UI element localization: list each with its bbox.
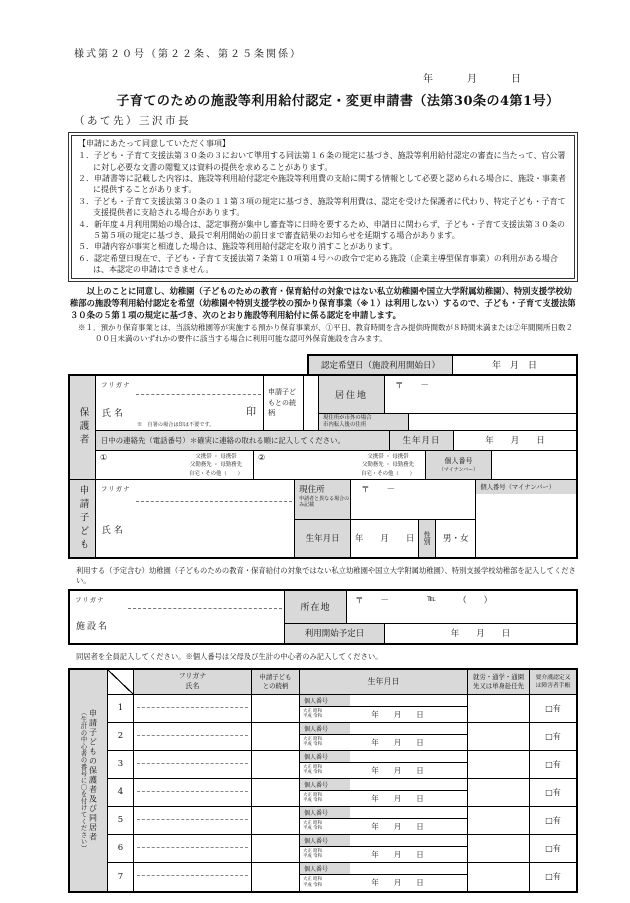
postal-mark: 〒 － [355,595,390,606]
child-section [70,480,576,557]
facility-name-input[interactable] [128,609,284,643]
consent-item-1: １．子ども・子育て支援法第３０条の３において準用する同法第１６条の規定に基づき、施設等利用給付認定の審査に当たって、官公署に対し必要な文書の閲覧又は資料の提供を求めることがあります。 [78,151,566,172]
phone2-input[interactable] [265,451,351,479]
desired-date-row [68,354,578,376]
phone1-input[interactable] [107,451,179,479]
footnote-1: ※１．預かり保育事業とは、当該幼稚園等が実施する預かり保育事業が、①平日、教育時間を含み提供時間数が８時間未満または②年間開所日数２００日未満のいずれかの要件に該当する場合に利用可能な認可外保育施設を含みます。 [78,323,573,344]
household-birthdate-input[interactable]: 年 月 日 [371,709,424,719]
facility-furigana-input[interactable] [128,591,282,609]
workplace-column-header: 就労・通学・通園 先又は単身赴任先 [468,670,530,694]
declaration-text: 以上のことに同意し、幼稚園（子どものための教育・保育給付の対象ではない私立幼稚園や国立大学附属幼稚園）、特別支援学校幼稚部の施設等利用給付認定を希望（幼稚園や特別支援学校の預かり保育事業（※１）は利用しない）するので、子ども・子育て支援法第３０条の５第１項の規定に基づき、次のとおり施設等利用給付に係る認定を申請します。 [70,286,576,320]
household-care-cell [530,807,576,834]
care-certification-checkbox[interactable]: □有 [545,872,561,882]
household-birthdate-input[interactable]: 年 月 日 [371,849,424,859]
phone1-label: ① [100,452,108,462]
household-member-row [108,807,576,835]
household-relationship-input[interactable] [252,807,300,834]
household-member-row [108,835,576,863]
era-selector[interactable]: 大正 昭和 平成 令和 [303,792,322,804]
phone-header: 日中の連絡先（電話番号）＊確実に連絡の取れる順に記入してください。 [96,431,390,450]
guardian-birthdate-input[interactable]: 年 月 日 [485,436,545,447]
household-name-input[interactable] [134,723,252,750]
era-selector[interactable]: 大正 昭和 平成 令和 [303,708,322,720]
household-mynumber-label: 個人番号 [300,751,350,762]
household-workplace-input[interactable] [468,723,530,750]
child-furigana-label: フリガナ [100,484,131,493]
gender-selector[interactable]: 男・女 [443,534,469,545]
tel-mark: ℡ [427,593,437,604]
phone2-label: ② [258,452,266,462]
household-birthdate-input[interactable]: 年 月 日 [371,821,424,831]
addressee: （あて先）三沢市長 [74,115,191,127]
form-number: 様式第２０号（第２２条、第２５条関係） [74,49,302,60]
relationship-column-header: 申請子ども との続柄 [252,670,300,694]
household-furigana-input[interactable] [137,751,248,764]
household-side-label: 申請子どもの保護者及び同居者 （生計の中心者の番号に〇を付けてください） [70,670,108,891]
name-column-header: フリガナ 氏名 [134,670,252,694]
guardian-residence-input[interactable] [385,376,576,413]
household-row-number[interactable]: 5 [108,807,134,834]
household-relationship-input[interactable] [252,863,300,891]
household-workplace-input[interactable] [468,695,530,722]
care-certification-checkbox[interactable]: □有 [545,759,561,769]
household-relationship-input[interactable] [252,835,300,862]
household-birth-cell [300,807,468,834]
household-mynumber-label: 個人番号 [300,863,350,874]
postal-mark: 〒 － [395,380,430,391]
child-mynumber-input[interactable] [476,494,576,557]
household-row-number[interactable]: 7 [108,863,134,891]
era-selector[interactable]: 大正 昭和 平成 令和 [303,764,322,776]
household-row-number[interactable]: 1 [108,695,134,722]
household-birth-cell [300,751,468,778]
care-certification-checkbox[interactable]: □有 [545,703,561,713]
household-birthdate-input[interactable]: 年 月 日 [371,878,424,888]
household-workplace-input[interactable] [468,779,530,806]
row-number-header-diagonal [108,670,134,694]
facility-start-date-label: 利用開始予定日 [285,624,385,643]
household-row-number[interactable]: 2 [108,723,134,750]
guardian-section [70,376,576,480]
household-relationship-input[interactable] [252,751,300,778]
household-care-cell [530,835,576,862]
guardian-birthdate-label: 生年月日 [390,431,454,450]
household-member-row [108,863,576,891]
household-member-row [108,723,576,751]
care-certification-checkbox[interactable]: □有 [545,843,561,853]
household-mynumber-input[interactable] [350,695,467,706]
child-birthdate-label: 生年月日 [295,520,351,557]
child-mynumber-label: 個人番号（マイナンバー） [476,480,576,494]
consent-item-5: ５．申請内容が事実と相違した場合は、施設等利用給付認定を取り消すことがあります。 [78,242,398,252]
child-birthdate-input[interactable]: 年 月 日 [351,520,419,557]
guardian-name-input[interactable] [136,395,263,430]
household-birth-cell [300,779,468,806]
household-member-row [108,751,576,779]
consent-item-6: ６．認定希望日現在で、子ども・子育て支援法第７条第１０項第４号ハの政令で定める施設（企業主導型保育事業）の利用がある場合は、本認定の申請はできません。 [78,253,558,274]
household-mynumber-label: 個人番号 [300,723,350,734]
guardian-relationship-label: 申請子どもとの続柄 [264,376,304,430]
alt-address-label: 現住所が市外の場合 市内転入後の住所 [319,414,409,430]
household-furigana-input[interactable] [137,863,248,876]
household-name-input[interactable] [134,807,252,834]
child-address-label: 現住所 申請者と異なる場合のみ記載 [295,480,351,519]
household-care-cell [530,751,576,778]
guardian-relationship-input[interactable] [304,376,319,430]
household-furigana-input[interactable] [137,835,248,848]
household-name-input[interactable] [134,695,252,722]
desired-date-input[interactable]: 年 月 日 [453,354,578,376]
care-certification-checkbox[interactable]: □有 [545,731,561,741]
child-name-input[interactable] [136,502,294,557]
household-name-input[interactable] [134,863,252,891]
household-workplace-input[interactable] [468,863,530,891]
household-birthdate-input[interactable]: 年 月 日 [371,765,424,775]
seal-note: ※ 自署の場合は印は不要です。 [137,421,215,428]
facility-address-input[interactable]: 〒 － ℡ （ ） [347,591,576,623]
guardian-furigana-label: フリガナ [101,380,131,389]
guardian-mynumber-label: 個人番号 （マイナンバー） [426,451,492,479]
household-name-input[interactable] [134,751,252,778]
desired-date-label: 認定希望日（施設利用開始日） [307,354,453,376]
consent-item-4: ４．新年度４月利用開始の場合は、認定事務が集中し審査等に日時を要するため、申請日に関わらず、子ども・子育て支援法第３０条の５第５項の規定に基づき、最長で利用開始の前日まで審査結果のお知らせを延期する場合があります。 [78,219,566,240]
household-rows [108,695,576,891]
facility-section [68,589,578,645]
facility-start-date-input[interactable]: 年 月 日 [450,629,511,640]
household-mynumber-input[interactable] [350,751,467,762]
household-mynumber-label: 個人番号 [300,779,350,790]
birthdate-column-header: 生年月日 [300,670,468,694]
household-furigana-input[interactable] [137,807,248,820]
form-title: 子育てのための施設等利用給付認定・変更申請書（法第30条の4第1号） [116,94,560,109]
household-birth-cell [300,863,468,891]
guardian-furigana-input[interactable] [136,376,261,395]
facility-furigana-label: フリガナ [75,595,105,604]
era-selector[interactable]: 大正 昭和 平成 令和 [303,877,322,888]
household-furigana-input[interactable] [137,779,248,792]
guardian-mynumber-input[interactable] [492,451,576,479]
postal-mark: 〒 － [361,484,396,495]
household-workplace-input[interactable] [468,835,530,862]
child-name-label: 氏名 [101,525,126,536]
era-selector[interactable]: 大正 昭和 平成 令和 [303,736,322,748]
household-row-number[interactable]: 6 [108,835,134,862]
household-row-number[interactable]: 3 [108,751,134,778]
household-note: 同居者を全員記入してください。※個人番号は父母及び生計の中心者のみ記入してください。 [76,651,383,661]
household-mynumber-label: 個人番号 [300,695,350,706]
facility-note: 利用する（予定含む）幼稚園（子どものための教育・保育給付の対象ではない私立幼稚園や国立大学附属幼稚園）、特別支援学校幼稚部を記入してください。 [76,565,576,585]
alt-address-input[interactable] [409,414,576,430]
household-care-cell [530,723,576,750]
household-relationship-input[interactable] [252,695,300,722]
applicant-tables [68,374,578,559]
household-workplace-input[interactable] [468,807,530,834]
household-name-input[interactable] [134,779,252,806]
household-birth-cell [300,695,468,722]
household-row-number[interactable]: 4 [108,779,134,806]
household-workplace-input[interactable] [468,751,530,778]
household-mynumber-input[interactable] [350,835,467,846]
child-address-input[interactable] [351,480,475,519]
household-mynumber-label: 個人番号 [300,807,350,818]
household-member-row [108,695,576,723]
household-care-cell [530,863,576,891]
household-relationship-input[interactable] [252,779,300,806]
gender-label: 性別 [419,520,436,557]
household-table-header [108,670,576,695]
facility-name-label: 施設名 [76,622,110,633]
household-birthdate-input[interactable]: 年 月 日 [371,737,424,747]
household-mynumber-label: 個人番号 [300,835,350,846]
phone1-type-options[interactable]: 父携帯 ・ 母携帯 父勤務先 ・ 母勤務先 自宅・その他（ ） [189,453,243,477]
care-certification-checkbox[interactable]: □有 [545,815,561,825]
application-date-field[interactable]: 年 月 日 [423,74,522,85]
phone2-type-options[interactable]: 父携帯 ・ 母携帯 父勤務先 ・ 母勤務先 自宅・その他（ ） [361,453,415,477]
household-mynumber-input[interactable] [350,779,467,790]
care-column-header: 要介護認定又 は障害者手帳 [530,670,576,694]
consent-box [68,132,578,282]
household-section [68,668,578,893]
household-care-cell [530,779,576,806]
guardian-section-label: 保護者 [70,376,96,479]
residence-label: 居住地 [319,376,385,413]
household-birth-cell [300,723,468,750]
guardian-name-label: 氏名 [102,408,127,419]
household-member-row [108,779,576,807]
household-birth-cell [300,835,468,862]
era-selector[interactable]: 大正 昭和 平成 令和 [303,848,322,860]
child-furigana-input[interactable] [136,480,292,502]
consent-heading: 【申請にあたって同意していただく事項】 [78,139,230,148]
era-selector[interactable]: 大正 昭和 平成 令和 [303,820,322,832]
household-care-cell [530,695,576,722]
household-birthdate-input[interactable]: 年 月 日 [371,793,424,803]
consent-item-2: ２．申請書等に記載した内容は、施設等利用給付認定や施設等利用費の支給に関する情報として必要と認められる場合に、施設・事業者に提供することがあります。 [78,174,566,195]
household-name-input[interactable] [134,835,252,862]
household-mynumber-input[interactable] [350,863,467,874]
consent-item-3: ３．子ども・子育て支援法第３０条の１１第３項の規定に基づき、施設等利用費は、認定を受けた保護者に代わり、特定子ども・子育て支援提供者に支給される場合があります。 [78,196,566,218]
household-mynumber-input[interactable] [350,807,467,818]
household-relationship-input[interactable] [252,723,300,750]
household-furigana-input[interactable] [137,695,248,708]
child-section-label: 申請子ども [70,480,96,557]
seal-mark: 印 [246,406,256,418]
household-mynumber-input[interactable] [350,723,467,734]
household-furigana-input[interactable] [137,723,248,736]
facility-location-label: 所在地 [285,591,347,623]
care-certification-checkbox[interactable]: □有 [545,787,561,797]
